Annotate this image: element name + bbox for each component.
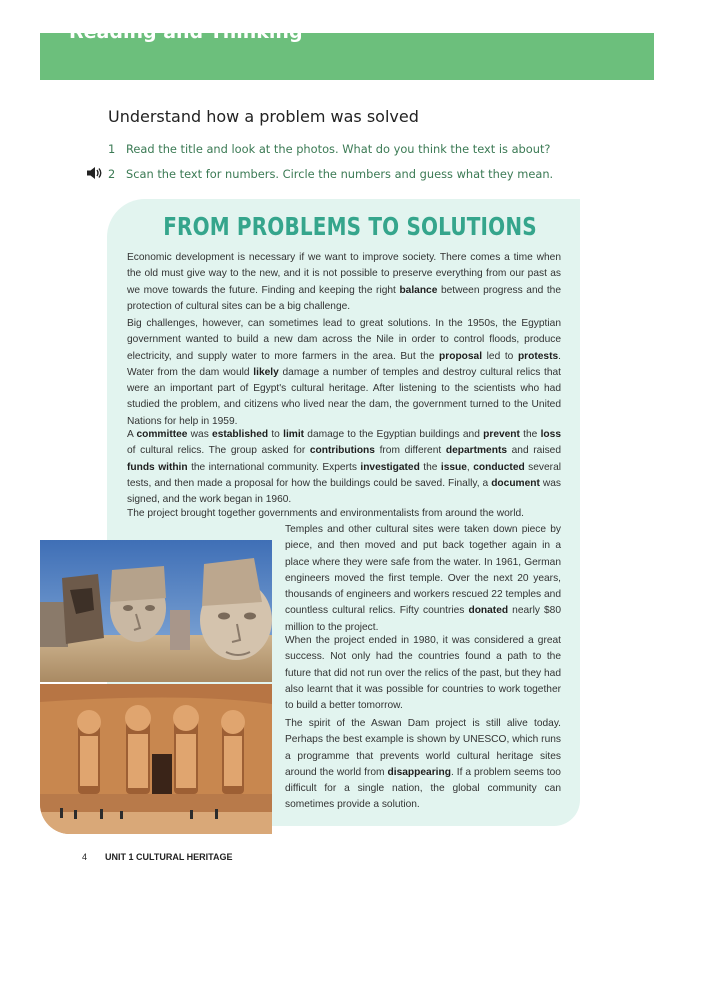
vocabulary-word: within — [158, 461, 188, 473]
unit-label: UNIT 1 CULTURAL HERITAGE — [105, 852, 233, 862]
vocabulary-word: balance — [399, 284, 438, 296]
vocabulary-word: protests — [517, 350, 559, 362]
vocabulary-word: donated — [468, 605, 509, 617]
task-text: Read the title and look at the photos. What do you think the text is about? — [126, 142, 551, 156]
speaker-icon[interactable] — [86, 166, 104, 180]
article-paragraph: Temples and other cultural sites were taken down piece by piece, and then moved and put back together again in a place where they were safe from the water. In 1961, German engineers moved the first temple. Over the next 20 years, thousands of engineers and workers rescued 22 temples and countless cultural relics. Fifty countries donated nearly $80 million to the project. — [285, 524, 561, 633]
task-1 — [108, 142, 550, 156]
vocabulary-word: departments — [445, 445, 507, 457]
subheading: Understand how a problem was solved — [108, 107, 419, 126]
article-paragraph: Economic development is necessary if we want to improve society. There comes a time when the old must give way to the new, and it is not possible to preserve everything from our past as we move towards the future. Finding and keeping the right balance between progress and the protection of cultural sites can be a big challenge. — [127, 252, 562, 312]
vocabulary-word: funds — [127, 461, 155, 473]
article-title: FROM PROBLEMS TO SOLUTIONS — [163, 212, 537, 241]
vocabulary-word: likely — [253, 366, 279, 378]
task-2 — [108, 167, 553, 181]
vocabulary-word: investigated — [360, 461, 420, 473]
vocabulary-word: established — [212, 429, 269, 440]
vocabulary-word: document — [491, 477, 540, 489]
photo-abu-simbel-temple — [40, 684, 272, 834]
page-number: 4 — [82, 852, 88, 862]
article-paragraph: The spirit of the Aswan Dam project is still alive today. Perhaps the best example is shown by UNESCO, which runs a programme that prevents world cultural heritage sites around the world from disappearing. If a problem seems too difficult for a single nation, the global community can sometimes provide a solution. — [285, 718, 561, 811]
article-paragraph: A committee was established to limit damage to the Egyptian buildings and prevent the loss of cultural relics. The group asked for contributions from different departments and raised funds within the international community. Experts investigated the issue, conducted several tests, and then made a proposal for how the buildings could be saved. Finally, a document was signed, and the work began in 1960. — [127, 429, 562, 506]
article-paragraph: When the project ended in 1980, it was considered a great success. Not only had the countries found a path to the future that did not run over the relics of the past, but they had also learnt that it was possible for countries to work together to build a better tomorrow. — [285, 635, 561, 712]
article-paragraph: Big challenges, however, can sometimes lead to great solutions. In the 1950s, the Egyptian government wanted to build a new dam across the Nile in order to control floods, produce electricity, and supply water to more farmers in the area. But the proposal led to protests. Water from the dam would likely damage a number of temples and destroy cultural relics that were an important part of Egypt's cultural heritage. After listening to the scientists who had studied the problem, and citizens who lived near the dam, the government turned to the United Nations for help in 1959. — [127, 318, 561, 427]
task-number: 2 — [108, 167, 116, 181]
vocabulary-word: issue — [440, 461, 467, 473]
vocabulary-word: conducted — [473, 461, 525, 473]
task-number: 1 — [108, 142, 116, 156]
vocabulary-word: limit — [283, 429, 305, 440]
photo-colossal-heads — [40, 540, 272, 682]
vocabulary-word: contributions — [309, 445, 375, 457]
vocabulary-word: committee — [136, 429, 188, 440]
section-title: Reading and Thinking — [69, 21, 303, 43]
article-paragraph: The project brought together governments and environmentalists from around the world. — [127, 508, 524, 519]
vocabulary-word: disappearing — [387, 766, 451, 778]
task-text: Scan the text for numbers. Circle the numbers and guess what they mean. — [126, 167, 554, 181]
vocabulary-word: prevent — [483, 429, 520, 440]
vocabulary-word: proposal — [439, 350, 483, 362]
vocabulary-word: loss — [540, 429, 561, 440]
